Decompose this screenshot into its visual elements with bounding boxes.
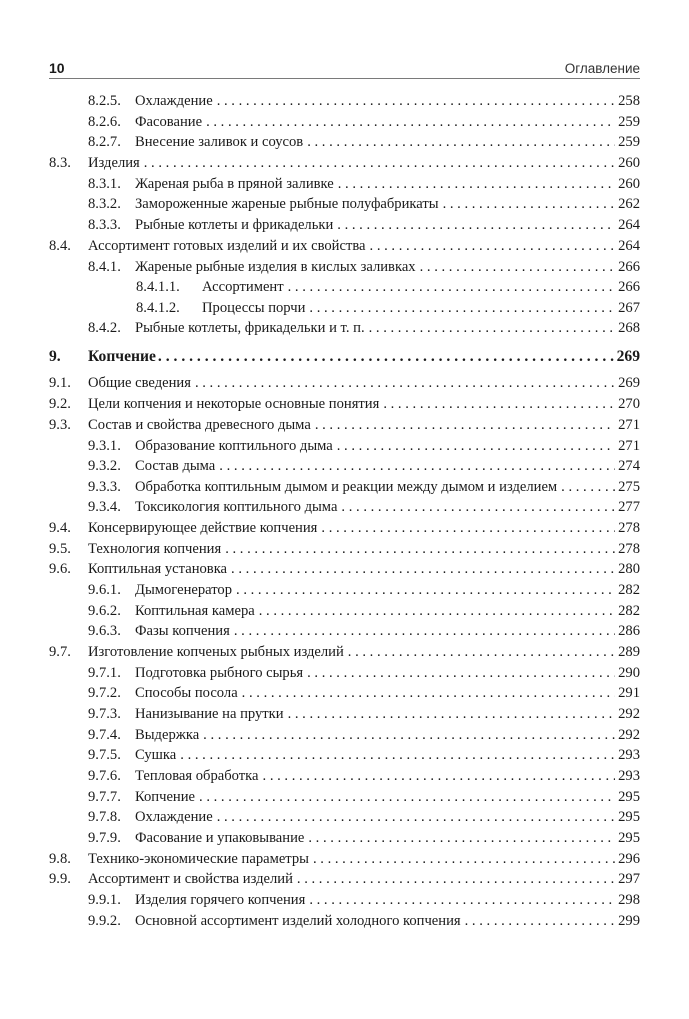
toc-entry-row xyxy=(88,911,640,931)
toc-entry-page: 295 xyxy=(618,789,640,805)
toc-entry-row xyxy=(88,497,640,517)
toc-entry-title: Подготовка рыбного сырья xyxy=(135,665,304,681)
toc-entry-number: 9.3. xyxy=(49,417,71,433)
toc-entry-number: 9.6.1. xyxy=(88,582,121,598)
toc-entry-page: 269 xyxy=(616,348,640,365)
toc-entry-page: 280 xyxy=(618,561,640,577)
toc-entry-row xyxy=(88,174,640,194)
toc-entry-number: 9.8. xyxy=(49,851,71,867)
toc-entry-row xyxy=(88,787,640,807)
toc-entry-page: 290 xyxy=(618,665,640,681)
toc-entry-page: 282 xyxy=(618,603,640,619)
toc-entry-number: 9.6. xyxy=(49,561,71,577)
toc-entry-row xyxy=(49,394,640,414)
toc-entry-page: 292 xyxy=(618,727,640,743)
dot-leader xyxy=(315,415,615,435)
toc-entry-row xyxy=(88,580,640,600)
toc-entry-page: 292 xyxy=(618,706,640,722)
toc-entry-page: 262 xyxy=(618,196,640,212)
page-number: 10 xyxy=(49,60,65,76)
toc-entry-page: 259 xyxy=(618,134,640,150)
dot-leader xyxy=(225,539,615,559)
toc-entry-row xyxy=(88,828,640,848)
toc-entry-number: 9.2. xyxy=(49,396,71,412)
toc-entry-title: Процессы порчи xyxy=(202,300,306,316)
toc-entry-title: Технико-экономические параметры xyxy=(88,851,309,867)
toc-entry-title: Выдержка xyxy=(135,727,200,743)
toc-entry-number: 9.7.6. xyxy=(88,768,121,784)
toc-entry-title: Охлаждение xyxy=(135,93,213,109)
dot-leader xyxy=(217,91,615,111)
toc-entry-title: Тепловая обработка xyxy=(135,768,259,784)
dot-leader xyxy=(341,497,615,517)
toc-entry-row xyxy=(49,869,640,889)
toc-entry-number: 9.1. xyxy=(49,375,71,391)
toc-entry-page: 268 xyxy=(618,320,640,336)
toc-entry-row xyxy=(88,704,640,724)
toc-entry-page: 282 xyxy=(618,582,640,598)
toc-entry-title: Охлаждение xyxy=(135,809,213,825)
toc-entry-row xyxy=(88,318,640,338)
toc-entry-number: 9.3.4. xyxy=(88,499,121,515)
dot-leader xyxy=(206,112,615,132)
toc-entry-page: 264 xyxy=(618,238,640,254)
toc-entry-page: 274 xyxy=(618,458,640,474)
toc-entry-row xyxy=(88,456,640,476)
toc-entry-row xyxy=(88,194,640,214)
toc-entry-title: Обработка коптильным дымом и реакции между дымом и изделием xyxy=(135,479,558,495)
dot-leader xyxy=(309,298,615,318)
dot-leader xyxy=(180,745,615,765)
dot-leader xyxy=(259,601,615,621)
dot-leader xyxy=(217,807,615,827)
toc-entry-page: 275 xyxy=(618,479,640,495)
dot-leader xyxy=(465,911,615,931)
toc-entry-number: 8.4.2. xyxy=(88,320,121,336)
toc-entry-title: Жареная рыба в пряной заливке xyxy=(135,176,334,192)
toc-entry-row xyxy=(49,642,640,662)
toc-entry-number: 9.7.5. xyxy=(88,747,121,763)
toc-entry-number: 9.4. xyxy=(49,520,71,536)
toc-entry-title: Цели копчения и некоторые основные понятия xyxy=(88,396,380,412)
toc-entry-page: 260 xyxy=(618,155,640,171)
toc-entry-title: Внесение заливок и соусов xyxy=(135,134,304,150)
toc-entry-title: Основной ассортимент изделий холодного копчения xyxy=(135,913,461,929)
toc-entry-page: 297 xyxy=(618,871,640,887)
toc-entry-title: Изделия xyxy=(88,155,140,171)
toc-entry-title: Изготовление копченых рыбных изделий xyxy=(88,644,344,660)
toc-entry-row xyxy=(88,683,640,703)
toc-entry-title: Фасование xyxy=(135,114,203,130)
dot-leader xyxy=(242,683,615,703)
toc-entry-title: Дымогенератор xyxy=(135,582,233,598)
dot-leader xyxy=(561,477,615,497)
dot-leader xyxy=(337,215,615,235)
toc-entry-row xyxy=(49,415,640,435)
toc-chapter-row xyxy=(49,347,640,367)
toc-entry-row xyxy=(49,373,640,393)
toc-entry-page: 291 xyxy=(618,685,640,701)
toc-entry-title: Ассортимент готовых изделий и их свойства xyxy=(88,238,366,254)
toc-entry-title: Нанизывание на прутки xyxy=(135,706,284,722)
toc-entry-number: 9.7. xyxy=(49,644,71,660)
toc-entry-title: Технология копчения xyxy=(88,541,222,557)
toc-entry-title: Состав дыма xyxy=(135,458,216,474)
toc-entry-page: 267 xyxy=(618,300,640,316)
toc-entry-row xyxy=(88,257,640,277)
dot-leader xyxy=(219,456,615,476)
dot-leader xyxy=(369,318,616,338)
toc-entry-row xyxy=(88,477,640,497)
toc-entry-page: 293 xyxy=(618,768,640,784)
toc-entry-number: 9.9. xyxy=(49,871,71,887)
dot-leader xyxy=(236,580,615,600)
toc-entry-title: Консервирующее действие копчения xyxy=(88,520,318,536)
toc-entry-page: 289 xyxy=(618,644,640,660)
dot-leader xyxy=(443,194,616,214)
toc-entry-number: 8.4. xyxy=(49,238,71,254)
toc-entry-row xyxy=(136,298,640,318)
toc-entry-page: 270 xyxy=(618,396,640,412)
dot-leader xyxy=(370,236,616,256)
dot-leader xyxy=(338,174,615,194)
toc-entry-number: 9.7.4. xyxy=(88,727,121,743)
dot-leader xyxy=(203,725,615,745)
toc-entry-title: Состав и свойства древесного дыма xyxy=(88,417,311,433)
dot-leader xyxy=(307,663,615,683)
toc-entry-title: Способы посола xyxy=(135,685,238,701)
dot-leader xyxy=(348,642,615,662)
toc-entry-page: 260 xyxy=(618,176,640,192)
toc-entry-number: 8.3.2. xyxy=(88,196,121,212)
toc-entry-page: 295 xyxy=(618,809,640,825)
toc-entry-row xyxy=(88,663,640,683)
dot-leader xyxy=(234,621,615,641)
toc-entry-number: 9.7.9. xyxy=(88,830,121,846)
toc-entry-title: Копчение xyxy=(88,348,156,365)
toc-entry-page: 286 xyxy=(618,623,640,639)
toc-entry-title: Рыбные котлеты и фрикадельки xyxy=(135,217,334,233)
toc-entry-row xyxy=(49,153,640,173)
toc-entry-page: 266 xyxy=(618,259,640,275)
toc-entry-page: 258 xyxy=(618,93,640,109)
toc-entry-number: 9.9.2. xyxy=(88,913,121,929)
toc-entry-number: 9.5. xyxy=(49,541,71,557)
toc-entry-title: Фазы копчения xyxy=(135,623,230,639)
toc-entry-page: 299 xyxy=(618,913,640,929)
toc-entry-page: 264 xyxy=(618,217,640,233)
toc-entry-number: 8.2.5. xyxy=(88,93,121,109)
toc-entry-row xyxy=(88,112,640,132)
toc-entry-row xyxy=(88,621,640,641)
toc-entry-row xyxy=(88,601,640,621)
toc-entry-number: 9.3.3. xyxy=(88,479,121,495)
toc-entry-page: 295 xyxy=(618,830,640,846)
dot-leader xyxy=(288,704,616,724)
dot-leader xyxy=(313,849,615,869)
dot-leader xyxy=(420,257,616,277)
toc-entry-page: 269 xyxy=(618,375,640,391)
toc-entry-number: 9.3.1. xyxy=(88,438,121,454)
toc-entry-row xyxy=(88,436,640,456)
toc-entry-number: 8.3.1. xyxy=(88,176,121,192)
toc-entry-title: Коптильная установка xyxy=(88,561,228,577)
toc-entry-number: 9.9.1. xyxy=(88,892,121,908)
toc-entry-row xyxy=(88,215,640,235)
toc-entry-title: Коптильная камера xyxy=(135,603,255,619)
dot-leader xyxy=(231,559,615,579)
dot-leader xyxy=(288,277,615,297)
toc-entry-row xyxy=(88,91,640,111)
toc-entry-page: 271 xyxy=(618,417,640,433)
toc-entry-number: 8.2.6. xyxy=(88,114,121,130)
toc-entry-page: 271 xyxy=(618,438,640,454)
toc-entry-number: 8.3.3. xyxy=(88,217,121,233)
toc-entry-page: 293 xyxy=(618,747,640,763)
toc-entry-number: 9.3.2. xyxy=(88,458,121,474)
dot-leader xyxy=(195,373,615,393)
dot-leader xyxy=(308,828,615,848)
running-title: Оглавление xyxy=(564,61,640,76)
toc-entry-number: 8.3. xyxy=(49,155,71,171)
toc-entry-number: 8.4.1. xyxy=(88,259,121,275)
toc-entry-number: 9.6.3. xyxy=(88,623,121,639)
toc-entry-title: Замороженные жареные рыбные полуфабрикаты xyxy=(135,196,439,212)
toc-entry-title: Образование коптильного дыма xyxy=(135,438,333,454)
toc-entry-title: Фасование и упаковывание xyxy=(135,830,305,846)
toc-entry-number: 8.4.1.1. xyxy=(136,279,180,295)
toc-entry-row xyxy=(49,518,640,538)
toc-entry-row xyxy=(88,132,640,152)
dot-leader xyxy=(337,436,615,456)
toc-entry-number: 9.7.7. xyxy=(88,789,121,805)
dot-leader xyxy=(297,869,615,889)
toc-entry-page: 278 xyxy=(618,520,640,536)
toc-entry-title: Общие сведения xyxy=(88,375,191,391)
toc-entry-number: 9.7.8. xyxy=(88,809,121,825)
dot-leader xyxy=(321,518,615,538)
toc-entry-title: Ассортимент xyxy=(202,279,284,295)
toc-entry-title: Копчение xyxy=(135,789,196,805)
toc-entry-page: 277 xyxy=(618,499,640,515)
toc-entry-number: 8.4.1.2. xyxy=(136,300,180,316)
toc-entry-row xyxy=(88,725,640,745)
toc-entry-row xyxy=(49,539,640,559)
toc-entry-page: 278 xyxy=(618,541,640,557)
toc-entry-number: 9.7.2. xyxy=(88,685,121,701)
toc-entry-page: 259 xyxy=(618,114,640,130)
toc-entry-title: Жареные рыбные изделия в кислых заливках xyxy=(135,259,416,275)
toc-entry-row xyxy=(88,807,640,827)
toc-entry-title: Изделия горячего копчения xyxy=(135,892,306,908)
toc-entry-row xyxy=(88,745,640,765)
toc-entry-row xyxy=(88,766,640,786)
toc-entry-number: 9.7.3. xyxy=(88,706,121,722)
toc-entry-number: 8.2.7. xyxy=(88,134,121,150)
toc-entry-title: Сушка xyxy=(135,747,177,763)
toc-entry-row xyxy=(49,559,640,579)
toc-entry-title: Ассортимент и свойства изделий xyxy=(88,871,293,887)
dot-leader xyxy=(383,394,615,414)
dot-leader xyxy=(309,890,615,910)
toc-entry-title: Токсикология коптильного дыма xyxy=(135,499,338,515)
dot-leader xyxy=(158,347,614,367)
dot-leader xyxy=(199,787,615,807)
toc-entry-page: 298 xyxy=(618,892,640,908)
toc-entry-title: Рыбные котлеты, фрикадельки и т. п. xyxy=(135,320,365,336)
toc-entry-row xyxy=(88,890,640,910)
toc-entry-row xyxy=(136,277,640,297)
toc-entry-row xyxy=(49,236,640,256)
dot-leader xyxy=(307,132,615,152)
toc-entry-number: 9.6.2. xyxy=(88,603,121,619)
dot-leader xyxy=(263,766,616,786)
toc-entry-row xyxy=(49,849,640,869)
toc-entry-page: 296 xyxy=(618,851,640,867)
toc-entry-number: 9. xyxy=(49,348,61,365)
toc-entry-page: 266 xyxy=(618,279,640,295)
dot-leader xyxy=(144,153,615,173)
page-header xyxy=(49,58,640,79)
toc-entry-number: 9.7.1. xyxy=(88,665,121,681)
